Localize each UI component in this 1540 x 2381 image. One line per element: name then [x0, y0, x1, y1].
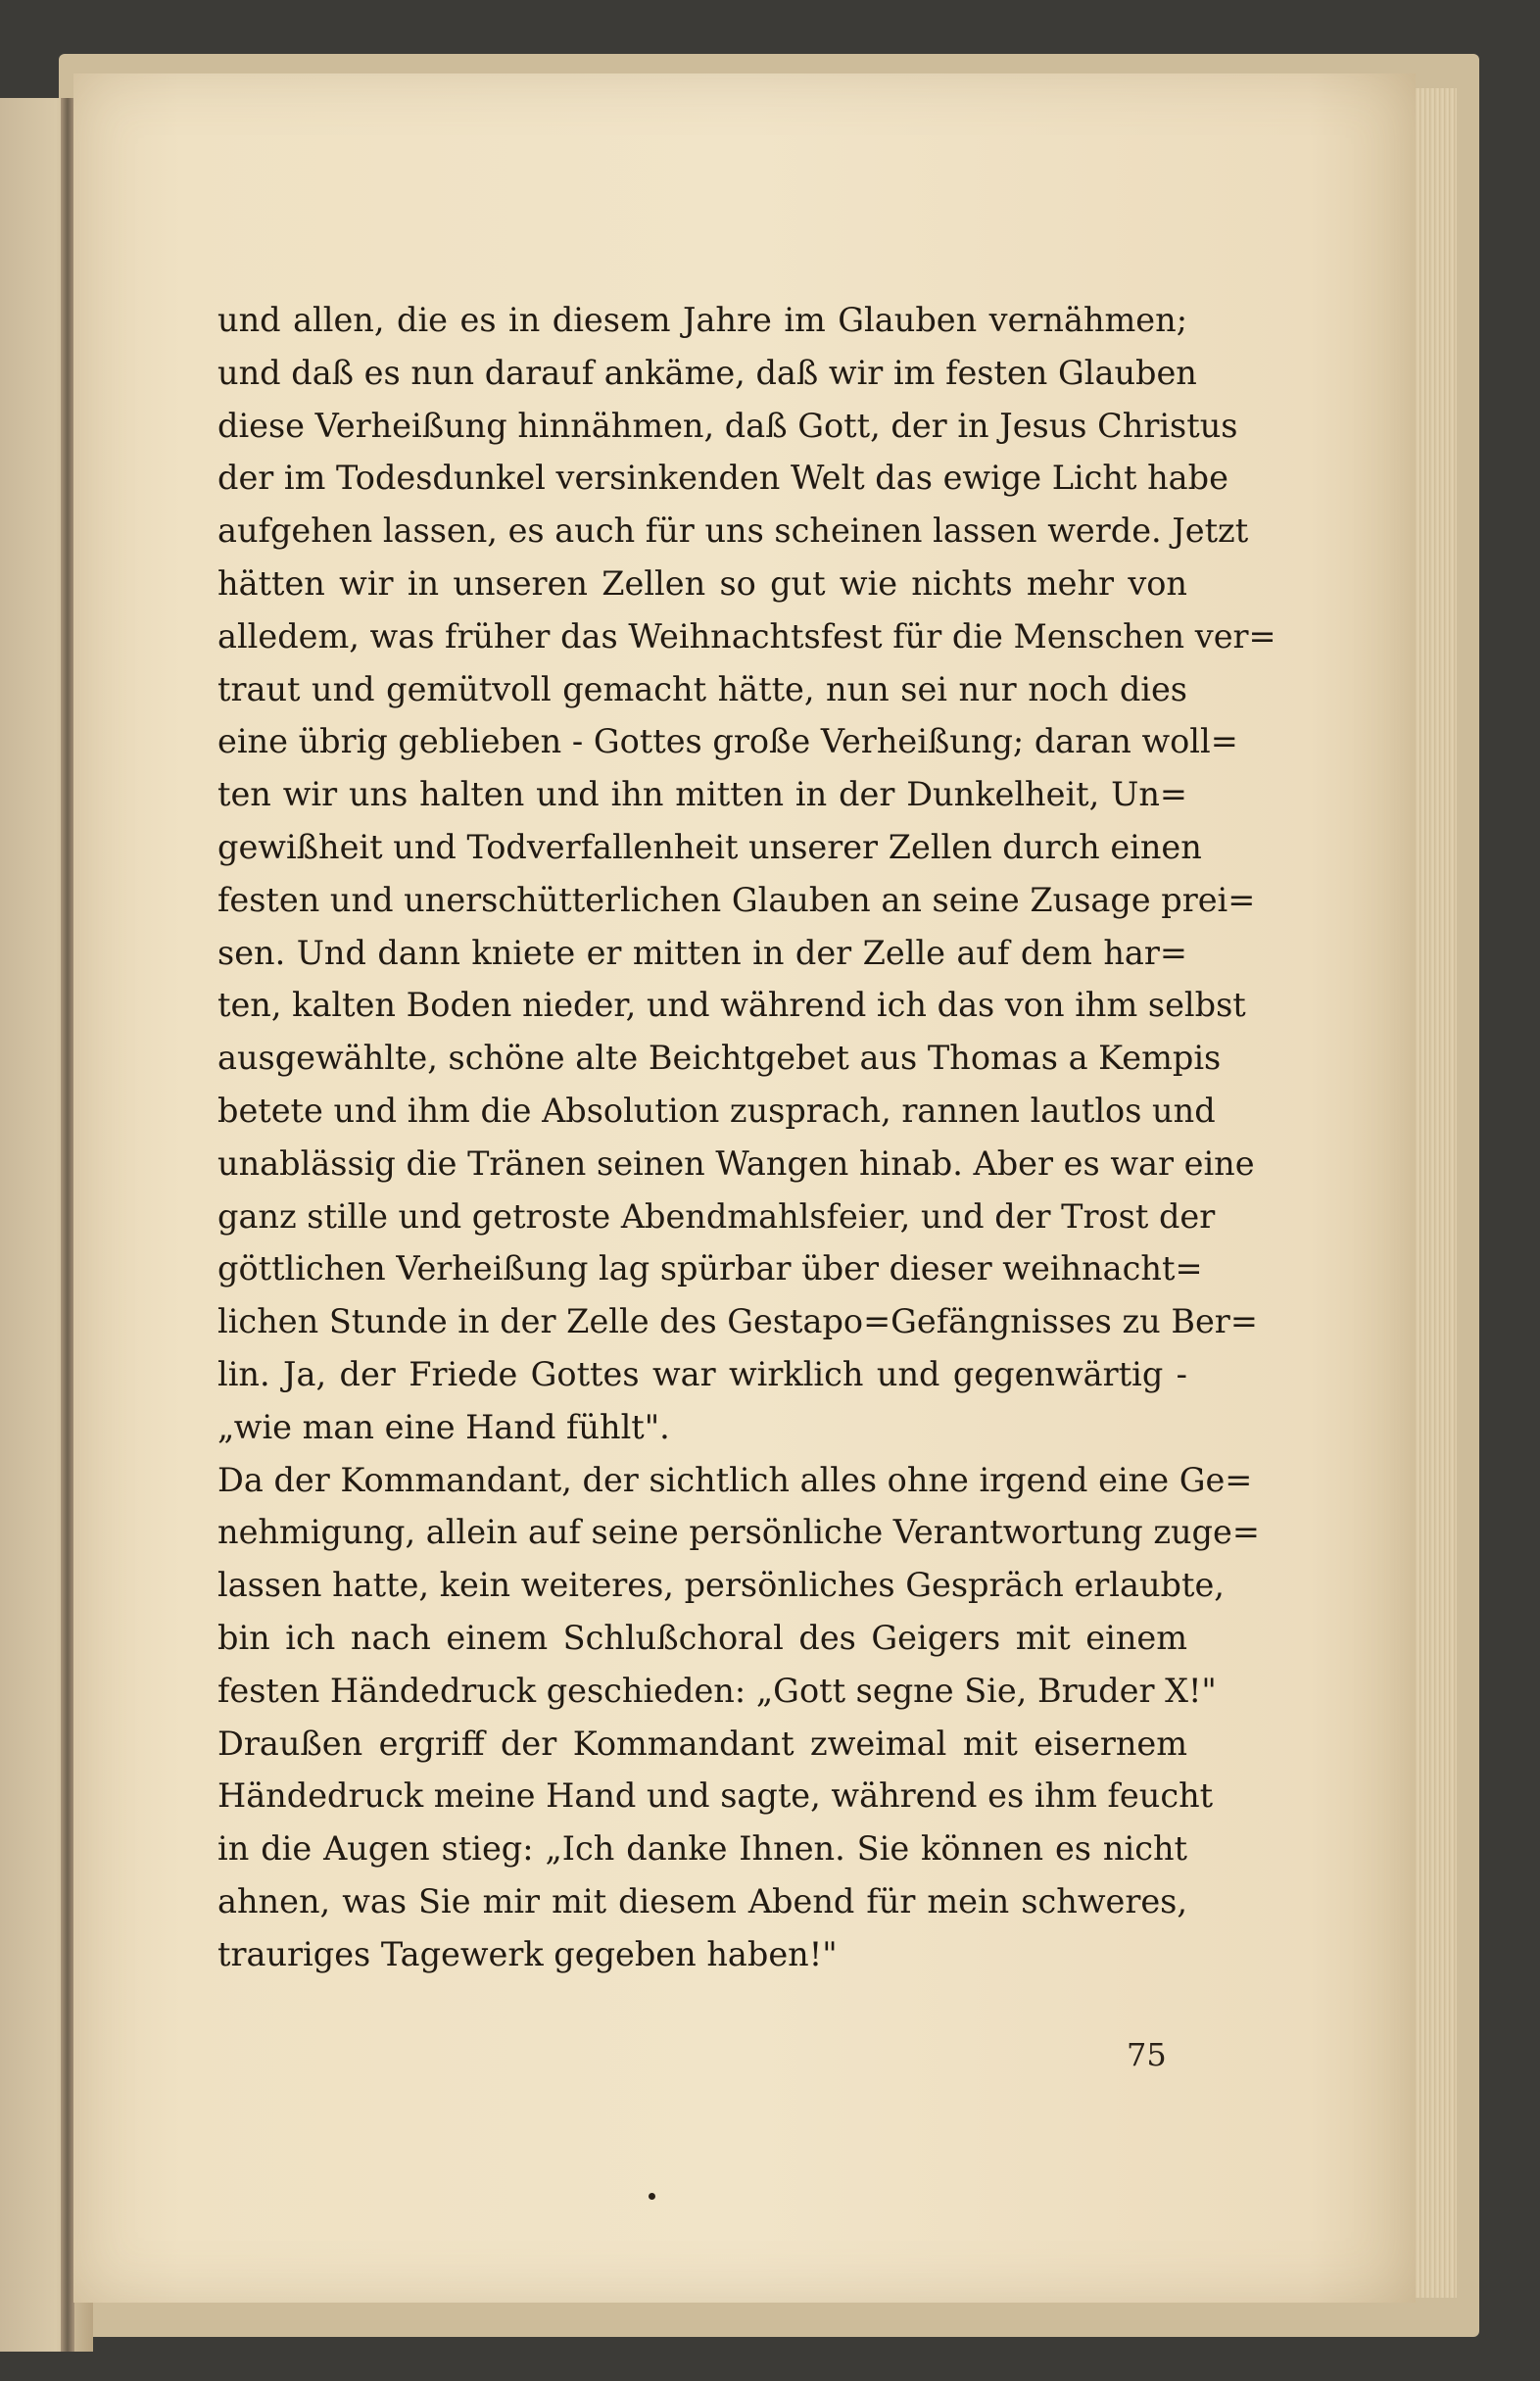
- text-line: lichen Stunde in der Zelle des Gestapo=Gefängnisses zu Ber=: [217, 1302, 1258, 1341]
- book-gutter: [61, 98, 74, 2352]
- text-line: alledem, was früher das Weihnachtsfest für die Menschen ver=: [217, 616, 1276, 656]
- page-text: [217, 294, 1276, 1981]
- text-line: in die Augen stieg: „Ich danke Ihnen. Sie können es nicht: [217, 1829, 1187, 1869]
- text-line: diese Verheißung hinnähmen, daß Gott, der in Jesus Christus: [217, 406, 1238, 445]
- text-line: und allen, die es in diesem Jahre im Glauben vernähmen;: [217, 301, 1187, 339]
- text-line: nehmigung, allein auf seine persönliche Verantwortung zuge=: [217, 1513, 1260, 1552]
- text-line: ahnen, was Sie mir mit diesem Abend für mein schweres,: [217, 1881, 1187, 1920]
- text-line: Draußen ergriff der Kommandant zweimal mit eisernem: [217, 1724, 1187, 1763]
- text-line: der im Todesdunkel versinkenden Welt das ewige Licht habe: [217, 459, 1228, 498]
- text-line: „wie man eine Hand fühlt".: [217, 1407, 670, 1446]
- text-line: aufgehen lassen, es auch für uns scheinen lassen werde. Jetzt: [217, 511, 1249, 551]
- text-line: traut und gemütvoll gemacht hätte, nun sei nur noch dies: [217, 669, 1187, 708]
- text-line: ten wir uns halten und ihn mitten in der Dunkelheit, Un=: [217, 775, 1187, 814]
- text-line: lassen hatte, kein weiteres, persönliches Gespräch erlaubte,: [217, 1566, 1225, 1605]
- text-line: lin. Ja, der Friede Gottes war wirklich und gegenwärtig -: [217, 1354, 1187, 1393]
- text-line: unablässig die Tränen seinen Wangen hinab. Aber es war eine: [217, 1143, 1255, 1183]
- text-line: festen und unerschütterlichen Glauben an seine Zusage prei=: [217, 880, 1256, 919]
- text-line: trauriges Tagewerk gegeben haben!": [217, 1934, 838, 1973]
- text-line: ausgewählte, schöne alte Beichtgebet aus Thomas a Kempis: [217, 1039, 1222, 1078]
- text-line: hätten wir in unseren Zellen so gut wie nichts mehr von: [217, 563, 1187, 603]
- text-line: sen. Und dann kniete er mitten in der Zelle auf dem har=: [217, 933, 1187, 972]
- text-line: gewißheit und Todverfallenheit unserer Zellen durch einen: [217, 827, 1202, 866]
- text-line: betete und ihm die Absolution zusprach, rannen lautlos und: [217, 1091, 1216, 1130]
- text-line: ten, kalten Boden nieder, und während ich das von ihm selbst: [217, 986, 1246, 1025]
- page-stack-edge: [1416, 88, 1457, 2298]
- text-line: und daß es nun darauf ankäme, daß wir im festen Glauben: [217, 353, 1197, 392]
- text-line: göttlichen Verheißung lag spürbar über dieser weihnacht=: [217, 1249, 1203, 1288]
- ink-dot: [649, 2193, 655, 2200]
- page-number: 75: [1127, 2036, 1167, 2073]
- text-line: eine übrig geblieben - Gottes große Verheißung; daran woll=: [217, 722, 1238, 761]
- text-line: Da der Kommandant, der sichtlich alles ohne irgend eine Ge=: [217, 1460, 1253, 1499]
- text-line: festen Händedruck geschieden: „Gott segne Sie, Bruder X!": [217, 1671, 1217, 1710]
- text-line: Händedruck meine Hand und sagte, während es ihm feucht: [217, 1776, 1214, 1816]
- text-line: ganz stille und getroste Abendmahlsfeier, und der Trost der: [217, 1196, 1216, 1236]
- text-line: bin ich nach einem Schlußchoral des Geigers mit einem: [217, 1618, 1187, 1657]
